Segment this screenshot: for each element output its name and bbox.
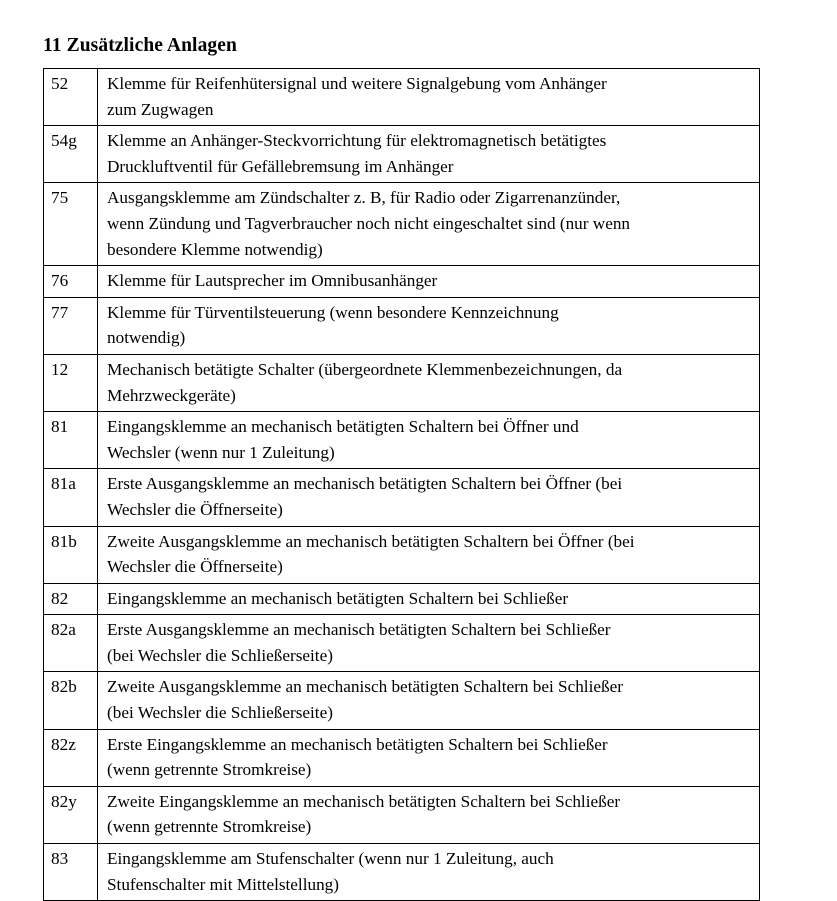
table-row: [44, 844, 760, 901]
terminal-description-cell: [98, 844, 760, 901]
description-line: Mehrzweckgeräte): [107, 385, 236, 405]
table-row: [44, 672, 760, 729]
table-row: [44, 469, 760, 526]
description-line: Erste Ausgangsklemme an mechanisch betätigten Schaltern bei Öffner (bei: [107, 474, 623, 494]
table-row: [44, 615, 760, 672]
description-line: Erste Eingangsklemme an mechanisch betätigten Schaltern bei Schließer: [107, 734, 608, 754]
description-line: Erste Ausgangsklemme an mechanisch betätigten Schaltern bei Schließer: [107, 620, 611, 640]
terminal-description-cell: [98, 469, 760, 526]
terminal-description-cell: [98, 672, 760, 729]
table-row: [44, 583, 760, 615]
terminal-code-cell: 75: [44, 183, 98, 266]
terminal-code-cell: 12: [44, 354, 98, 411]
terminal-description-cell: [98, 729, 760, 786]
terminal-description-cell: [98, 412, 760, 469]
table-row: [44, 786, 760, 843]
description-line: (wenn getrennte Stromkreise): [107, 817, 312, 837]
description-line: besondere Klemme notwendig): [107, 239, 323, 259]
terminal-code-cell: 82y: [44, 786, 98, 843]
description-line: Eingangsklemme an mechanisch betätigten Schaltern bei Schließer: [107, 588, 569, 608]
terminal-code-cell: 82: [44, 583, 98, 615]
description-line: Wechsler die Öffnerseite): [107, 557, 283, 577]
description-line: Zweite Ausgangsklemme an mechanisch betätigten Schaltern bei Schließer: [107, 677, 623, 697]
terminal-description-cell: [98, 266, 760, 298]
terminal-description-cell: [98, 583, 760, 615]
description-line: Mechanisch betätigte Schalter (übergeordnete Klemmenbezeichnungen, da: [107, 359, 623, 379]
description-line: (bei Wechsler die Schließerseite): [107, 645, 333, 665]
terminal-code-cell: 81a: [44, 469, 98, 526]
description-line: Druckluftventil für Gefällebremsung im Anhänger: [107, 156, 454, 176]
terminal-code-cell: 54g: [44, 126, 98, 183]
terminal-designations-table: [43, 68, 760, 901]
description-line: zum Zugwagen: [107, 99, 214, 119]
description-line: Zweite Eingangsklemme an mechanisch betätigten Schaltern bei Schließer: [107, 791, 621, 811]
terminal-description-cell: [98, 126, 760, 183]
description-line: (bei Wechsler die Schließerseite): [107, 703, 333, 723]
terminal-code-cell: 81b: [44, 526, 98, 583]
table-row: [44, 183, 760, 266]
table-row: [44, 354, 760, 411]
table-row: [44, 266, 760, 298]
table-row: [44, 729, 760, 786]
table-row: [44, 126, 760, 183]
description-line: Klemme für Türventilsteuerung (wenn besondere Kennzeichnung: [107, 302, 559, 322]
description-line: Eingangsklemme an mechanisch betätigten Schaltern bei Öffner und: [107, 417, 579, 437]
terminal-code-cell: 76: [44, 266, 98, 298]
description-line: Klemme für Lautsprecher im Omnibusanhänger: [107, 271, 438, 291]
terminal-description-cell: [98, 354, 760, 411]
terminal-description-cell: [98, 615, 760, 672]
terminal-description-cell: [98, 183, 760, 266]
table-row: [44, 297, 760, 354]
description-line: Stufenschalter mit Mittelstellung): [107, 874, 339, 894]
terminal-code-cell: 81: [44, 412, 98, 469]
table-body: [44, 69, 760, 901]
description-line: Wechsler (wenn nur 1 Zuleitung): [107, 442, 335, 462]
terminal-code-cell: 82z: [44, 729, 98, 786]
description-line: Ausgangsklemme am Zündschalter z. B, für Radio oder Zigarrenanzünder,: [107, 188, 621, 208]
terminal-code-cell: 52: [44, 69, 98, 126]
terminal-description-cell: [98, 69, 760, 126]
description-line: (wenn getrennte Stromkreise): [107, 760, 312, 780]
description-line: wenn Zündung und Tagverbraucher noch nicht eingeschaltet sind (nur wenn: [107, 213, 631, 233]
description-line: Klemme für Reifenhütersignal und weitere Signalgebung vom Anhänger: [107, 74, 607, 93]
table-row: [44, 69, 760, 126]
description-line: Klemme an Anhänger-Steckvorrichtung für elektromagnetisch betätigtes: [107, 131, 607, 151]
table-row: [44, 412, 760, 469]
terminal-description-cell: [98, 297, 760, 354]
terminal-code-cell: 82b: [44, 672, 98, 729]
terminal-code-cell: 82a: [44, 615, 98, 672]
terminal-description-cell: [98, 786, 760, 843]
description-line: Wechsler die Öffnerseite): [107, 499, 283, 519]
description-line: notwendig): [107, 328, 186, 348]
page-heading: 11 Zusätzliche Anlagen: [43, 35, 237, 57]
table-row: [44, 526, 760, 583]
terminal-code-cell: 77: [44, 297, 98, 354]
terminal-code-cell: 83: [44, 844, 98, 901]
description-line: Zweite Ausgangsklemme an mechanisch betätigten Schaltern bei Öffner (bei: [107, 531, 635, 551]
terminal-description-cell: [98, 526, 760, 583]
description-line: Eingangsklemme am Stufenschalter (wenn nur 1 Zuleitung, auch: [107, 849, 554, 869]
